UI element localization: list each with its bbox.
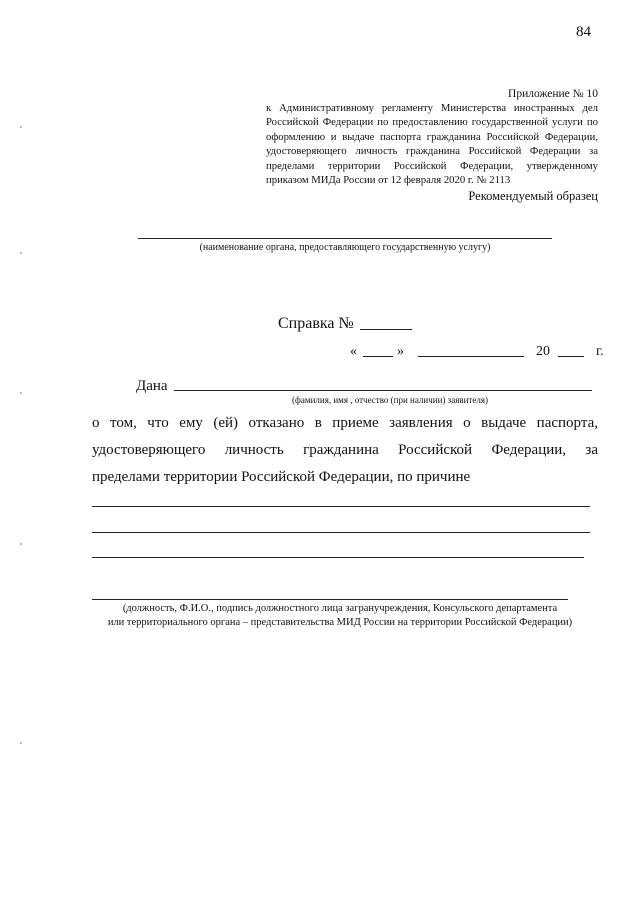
annex-line: оформлению и выдаче паспорта гражданина Российской Федерации, — [266, 130, 598, 143]
signature-caption — [60, 602, 620, 629]
date-month-field[interactable] — [418, 355, 524, 357]
date-day-field[interactable] — [363, 355, 393, 357]
issued-to-row — [136, 378, 592, 395]
date-open-quote: « — [350, 344, 357, 359]
annex-line: приказом МИДа России от 12 февраля 2020 г. № 2113 — [266, 174, 511, 187]
certificate-title: Справка № — [278, 315, 354, 332]
annex-line: удостоверяющего личность гражданина Российской Федерации за — [266, 145, 598, 158]
page-number: 84 — [576, 24, 591, 40]
reason-line[interactable] — [92, 506, 590, 507]
scan-artifact — [20, 126, 22, 128]
refusal-line: пределами территории Российской Федерации, по причине — [92, 469, 471, 485]
annex-line: Российской Федерации по предоставлению государственной услуги по — [266, 116, 598, 129]
date-close-quote: » — [397, 344, 404, 359]
annex-reference — [266, 101, 598, 187]
org-name-field[interactable] — [138, 238, 552, 239]
date-year-suffix: г. — [596, 344, 604, 359]
signature-caption-line: (должность, Ф.И.О., подпись должностного лица загранучреждения, Консульского департамента — [122, 603, 558, 614]
date-year-field[interactable] — [558, 355, 584, 357]
annex-line: пределами территории Российской Федерации, утвержденному — [266, 159, 598, 172]
issued-label: Дана — [136, 378, 168, 394]
reason-line[interactable] — [92, 557, 584, 558]
signature-field[interactable] — [92, 599, 568, 600]
date-century: 20 — [536, 344, 550, 359]
date-row — [350, 344, 604, 360]
scan-artifact — [20, 392, 22, 394]
scan-artifact — [20, 252, 22, 254]
certificate-number-field[interactable] — [360, 328, 412, 330]
certificate-heading — [278, 315, 412, 333]
org-name-caption: (наименование органа, предоставляющего государственную услугу) — [199, 242, 491, 253]
applicant-name-caption: (фамилия, имя , отчество (при наличии) заявителя) — [292, 395, 488, 405]
annex-title: Приложение № 10 — [508, 88, 598, 100]
refusal-line: о том, что ему (ей) отказано в приеме заявления о выдаче паспорта, — [92, 415, 598, 431]
applicant-name-field[interactable] — [174, 389, 592, 391]
reason-line[interactable] — [92, 532, 590, 533]
sample-label: Рекомендуемый образец — [468, 189, 598, 203]
refusal-text — [92, 410, 598, 491]
scan-artifact — [20, 543, 22, 545]
scan-artifact — [20, 742, 22, 744]
signature-caption-line: или территориального органа – представительства МИД России на территории Российской Федерации) — [107, 616, 573, 628]
annex-line: к Административному регламенту Министерства иностранных дел — [266, 102, 598, 114]
refusal-line: удостоверяющего личность гражданина Российской Федерации, за — [92, 442, 598, 458]
